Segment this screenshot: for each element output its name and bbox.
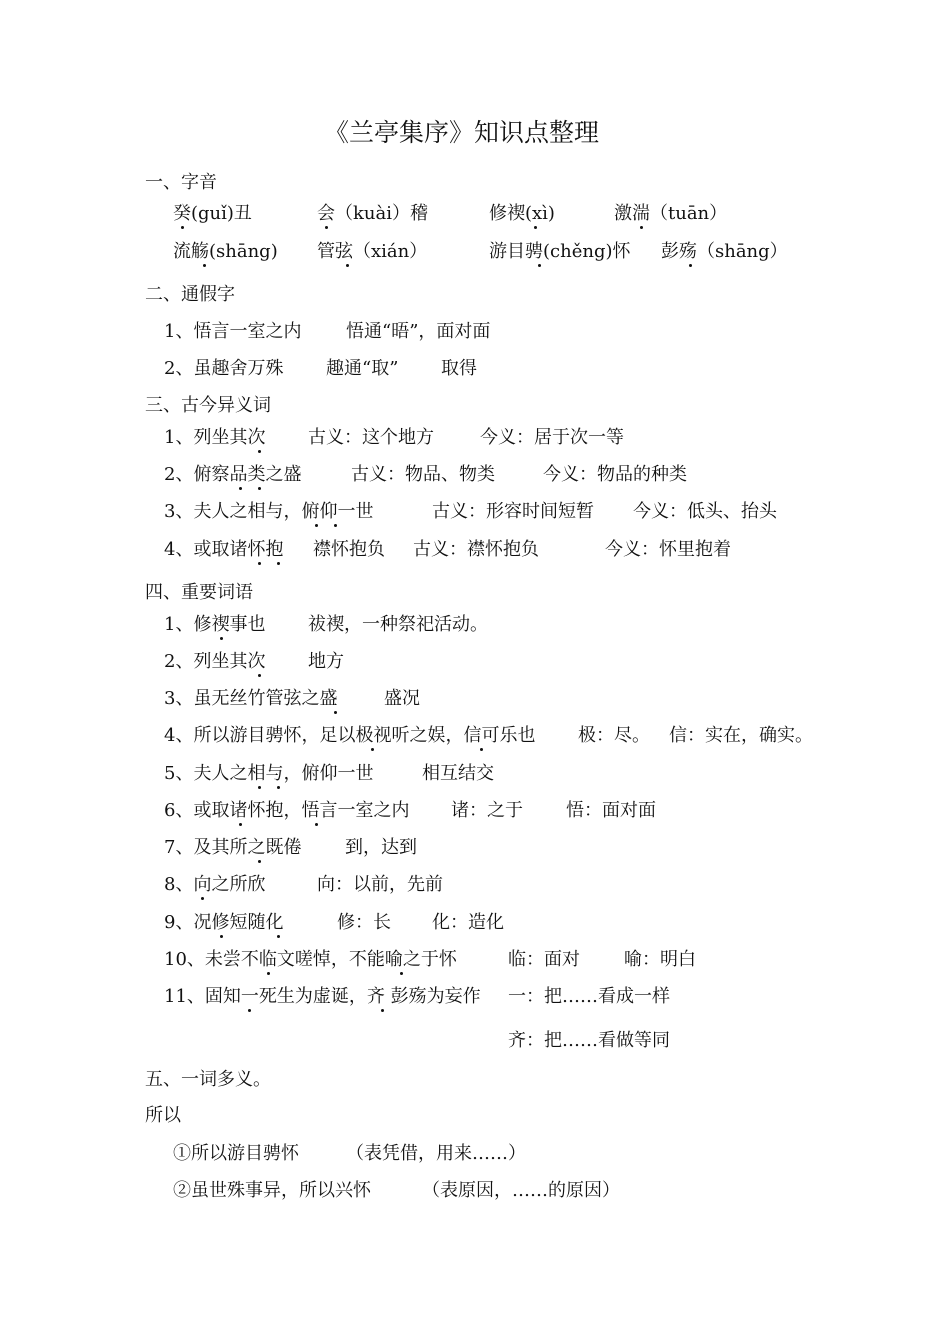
list-item-text: 1、修禊事也 <box>164 614 266 635</box>
emphasis-dot <box>258 860 261 863</box>
list-item-text: 5、夫人之相与，俯仰一世 <box>164 763 374 784</box>
emphasis-dot <box>538 264 541 267</box>
pronunciation-item: 癸(guǐ)丑 <box>173 203 252 224</box>
list-item-modern-meaning: 今义：低头、抬头 <box>633 501 777 522</box>
list-item-text: 3、夫人之相与，俯仰一世 <box>164 501 374 522</box>
list-item-modern-meaning: 今义：怀里抱着 <box>605 539 731 560</box>
list-item-note: 地方 <box>308 651 344 672</box>
list-item-note: 信：实在，确实。 <box>669 725 813 746</box>
list-item-text: 8、向之所欣 <box>164 874 266 895</box>
emphasis-dot <box>640 226 643 229</box>
list-item-note: 到，达到 <box>345 837 417 858</box>
polysemy-meaning: （表原因，……的原因） <box>422 1180 620 1201</box>
list-item-text: 4、或取诸怀抱 <box>164 539 284 560</box>
list-item-text: 4、所以游目骋怀，足以极视听之娱，信可乐也 <box>164 725 536 746</box>
section-heading-ancient-modern: 三、古今异义词 <box>145 395 271 416</box>
list-item-text: 6、或取诸怀抱，悟言一室之内 <box>164 800 410 821</box>
polysemy-example: ①所以游目骋怀 <box>173 1143 299 1164</box>
pronunciation-item: 流觞(shāng) <box>173 241 278 262</box>
emphasis-dot <box>203 264 206 267</box>
emphasis-dot <box>220 637 223 640</box>
section-heading-interchangeable: 二、通假字 <box>145 284 235 305</box>
emphasis-dot <box>689 264 692 267</box>
list-item-ancient-meaning: 古义：形容时间短暂 <box>432 501 594 522</box>
emphasis-dot <box>480 748 483 751</box>
section-heading-pronunciation: 一、字音 <box>145 172 217 193</box>
pronunciation-item: 管弦（xián） <box>317 241 428 262</box>
emphasis-dot <box>277 562 280 565</box>
list-item-note: 祓禊，一种祭祀活动。 <box>308 614 488 635</box>
emphasis-dot <box>258 450 261 453</box>
list-item-note: 向：以前，先前 <box>317 874 443 895</box>
emphasis-dot <box>181 226 184 229</box>
list-item-note: 盛况 <box>384 688 420 709</box>
pronunciation-item: 彭殇（shāng） <box>661 241 788 262</box>
list-item-note: 悟通“晤”，面对面 <box>346 321 491 342</box>
list-item-ancient-meaning: 古义：这个地方 <box>308 427 434 448</box>
emphasis-dot <box>381 1009 384 1012</box>
list-item-text: 9、况修短随化 <box>164 912 284 933</box>
emphasis-dot <box>239 487 242 490</box>
pronunciation-item: 会（kuài）稽 <box>317 203 428 224</box>
emphasis-dot <box>239 823 242 826</box>
list-item-text: 10、未尝不临文嗟悼，不能喻之于怀 <box>164 949 457 970</box>
emphasis-dot <box>258 674 261 677</box>
list-item-note: 取得 <box>441 358 477 379</box>
emphasis-dot <box>371 748 374 751</box>
list-item-note: 悟：面对面 <box>566 800 656 821</box>
emphasis-dot <box>258 786 261 789</box>
emphasis-dot <box>334 524 337 527</box>
list-item-note: 趣通“取” <box>326 358 399 379</box>
emphasis-dot <box>346 264 349 267</box>
polysemy-example: ②虽世殊事异，所以兴怀 <box>173 1180 371 1201</box>
emphasis-dot <box>267 972 270 975</box>
list-item-note: 诸：之于 <box>451 800 523 821</box>
list-item-modern-meaning: 今义：物品的种类 <box>543 464 687 485</box>
list-item-note: 相互结交 <box>422 763 494 784</box>
list-item-note: 襟怀抱负 <box>313 539 385 560</box>
list-item-note: 齐：把……看做等同 <box>508 1030 670 1051</box>
section-heading-key-words: 四、重要词语 <box>145 582 253 603</box>
emphasis-dot <box>315 524 318 527</box>
list-item-ancient-meaning: 古义：襟怀抱负 <box>413 539 539 560</box>
polysemy-meaning: （表凭借，用来……） <box>346 1143 526 1164</box>
polysemy-word: 所以 <box>145 1105 181 1126</box>
list-item-text: 11、固知一死生为虚诞，齐 彭殇为妄作 <box>164 986 481 1007</box>
list-item-text: 1、列坐其次 <box>164 427 266 448</box>
pronunciation-item: 激湍（tuān） <box>614 203 728 224</box>
emphasis-dot <box>248 1009 251 1012</box>
list-item-text: 2、俯察品类之盛 <box>164 464 302 485</box>
list-item-text: 7、及其所之既倦 <box>164 837 302 858</box>
list-item-modern-meaning: 今义：居于次一等 <box>480 427 624 448</box>
emphasis-dot <box>277 786 280 789</box>
list-item-note: 临：面对 <box>508 949 580 970</box>
pronunciation-item: 修禊(xì) <box>489 203 555 224</box>
list-item-note: 一：把……看成一样 <box>508 986 670 1007</box>
emphasis-dot <box>258 487 261 490</box>
list-item-text: 1、悟言一室之内 <box>164 321 302 342</box>
emphasis-dot <box>534 226 537 229</box>
pronunciation-item: 游目骋(chěng)怀 <box>489 241 631 262</box>
emphasis-dot <box>325 226 328 229</box>
emphasis-dot <box>400 972 403 975</box>
emphasis-dot <box>334 711 337 714</box>
emphasis-dot <box>258 562 261 565</box>
list-item-note: 修：长 <box>337 912 391 933</box>
list-item-text: 3、虽无丝竹管弦之盛 <box>164 688 338 709</box>
emphasis-dot <box>315 823 318 826</box>
emphasis-dot <box>277 935 280 938</box>
list-item-note: 喻：明白 <box>624 949 696 970</box>
list-item-note: 化：造化 <box>432 912 504 933</box>
list-item-text: 2、列坐其次 <box>164 651 266 672</box>
emphasis-dot <box>201 897 204 900</box>
list-item-note: 极：尽。 <box>578 725 650 746</box>
emphasis-dot <box>220 935 223 938</box>
section-heading-polysemy: 五、一词多义。 <box>145 1069 271 1090</box>
list-item-ancient-meaning: 古义：物品、物类 <box>351 464 495 485</box>
page-title: 《兰亭集序》知识点整理 <box>324 118 600 147</box>
list-item-text: 2、虽趣舍万殊 <box>164 358 284 379</box>
